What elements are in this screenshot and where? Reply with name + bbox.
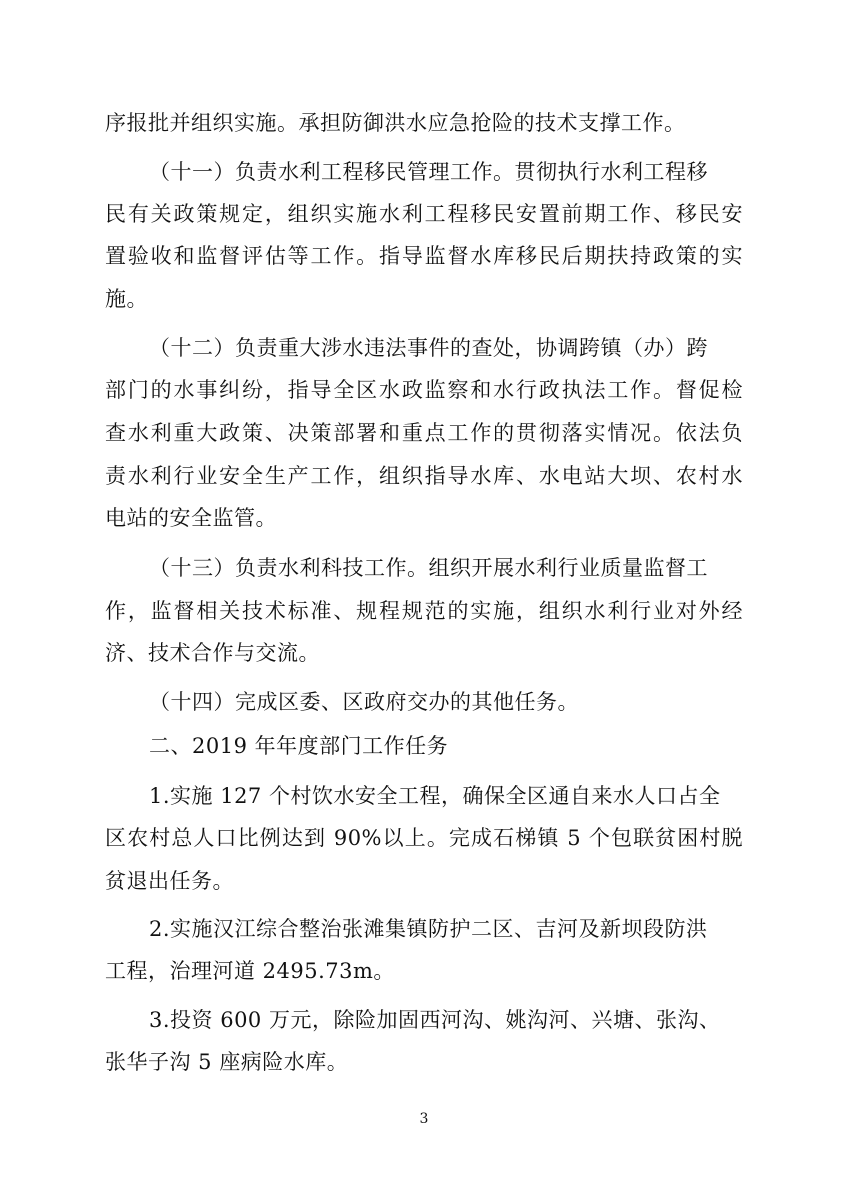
text-line: 贫退出任务。	[105, 869, 234, 893]
text-line: （十四）完成区委、区政府交办的其他任务。	[149, 690, 579, 714]
text-line: 部门的水事纠纷，指导全区水政监察和水行政执法工作。督促检	[105, 378, 743, 402]
text-line: 区农村总人口比例达到 90%以上。完成石梯镇 5 个包联贫困村脱	[105, 826, 743, 850]
text-line: 序报批并组织实施。承担防御洪水应急抢险的技术支撑工作。	[105, 111, 686, 135]
text-line: 作，监督相关技术标准、规程规范的实施，组织水利行业对外经	[105, 599, 743, 623]
text-line: 民有关政策规定，组织实施水利工程移民安置前期工作、移民安	[105, 202, 743, 226]
text-line: （十三）负责水利科技工作。组织开展水利行业质量监督工	[149, 556, 708, 580]
text-line: 施。	[105, 287, 148, 311]
page-number: 3	[419, 1111, 429, 1127]
text-line: 济、技术合作与交流。	[105, 641, 320, 665]
text-line: （十一）负责水利工程移民管理工作。贯彻执行水利工程移	[149, 160, 708, 184]
text-line: 置验收和监督评估等工作。指导监督水库移民后期扶持政策的实	[105, 244, 743, 268]
text-line: 3.投资 600 万元，除险加固西河沟、姚沟河、兴塘、张沟、	[149, 1008, 721, 1032]
text-line: 查水利重大政策、决策部署和重点工作的贯彻落实情况。依法负	[105, 421, 743, 445]
text-line: （十二）负责重大涉水违法事件的查处，协调跨镇（办）跨	[149, 336, 708, 360]
text-line: 责水利行业安全生产工作，组织指导水库、水电站大坝、农村水	[105, 464, 743, 488]
text-line: 电站的安全监管。	[105, 506, 277, 530]
text-line: 1.实施 127 个村饮水安全工程，确保全区通自来水人口占全	[149, 784, 721, 808]
text-line: 张华子沟 5 座病险水库。	[105, 1050, 349, 1074]
section-heading: 二、2019 年年度部门工作任务	[149, 734, 449, 758]
text-line: 工程，治理河道 2495.73m。	[105, 959, 395, 983]
text-line: 2.实施汉江综合整治张滩集镇防护二区、吉河及新坝段防洪	[149, 917, 708, 941]
